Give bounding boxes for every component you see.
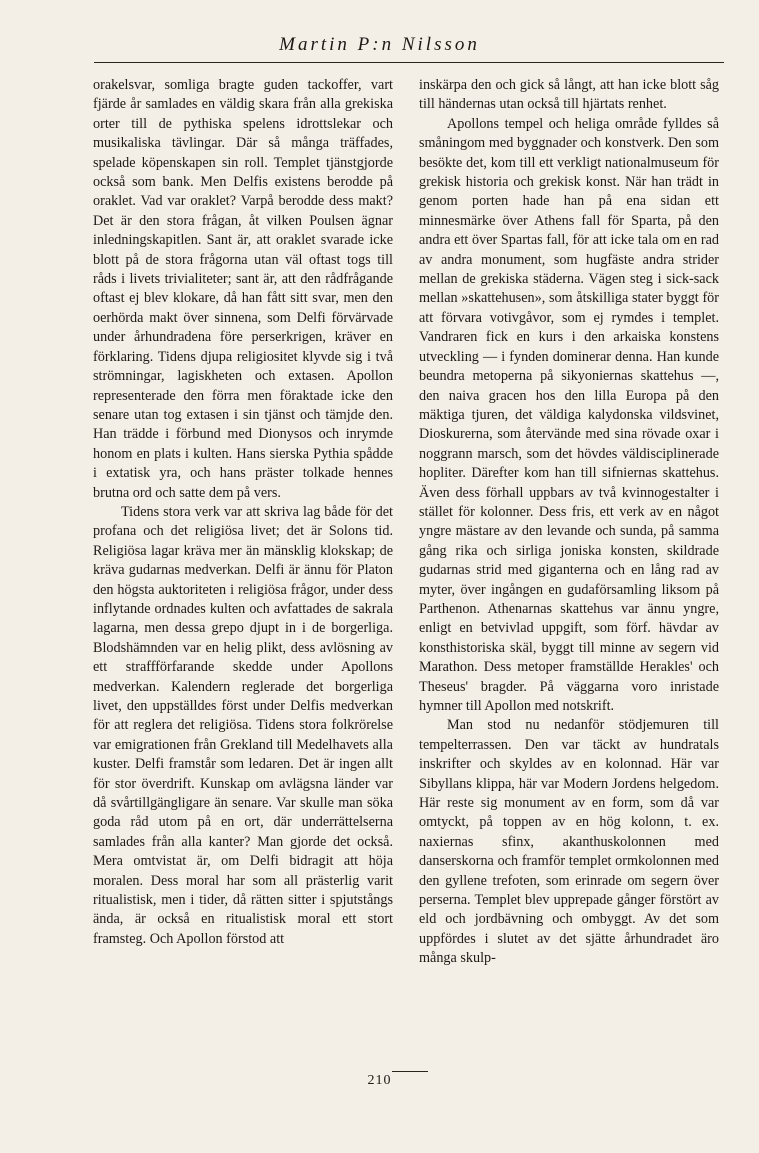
paragraph: inskärpa den och gick så långt, att han icke blott såg till händernas utan också till hjärtats renhet. — [419, 77, 719, 113]
paragraph: Apollons tempel och heliga område fylldes så småningom med byggnader och konstverk. Den som besökte det, kom till ett verkligt nationalmuseum för grekisk historia och grekisk konst. När han trädt in genom porten hade han på ena sidan ett minnesmärke över Athens fall för Sparta, på den andra ett över Spartas fall, för att icke tala om en rad av andra monument, som hugfäste andra strider mellan de grekiska städerna. Vägen steg i sick-sack mellan »skattehusen», som åtskilliga stater byggt för att förvara votivgåvor, som ej rymdes i templet. Vandraren fick en kurs i den arkaiska konstens utveckling — i fynden dominerar denna. Han kunde beundra metoperna på sikyoniernas skattehus —, den naiva gracen hos den lilla Europa på den mäktiga tjuren, det väldiga kalydonska vildsvinet, Dioskurerna, som återvände med sina rövade oxar i noggrann marsch, som det hövdes väldisciplinerade hopliter. Därefter kom han till sifniernas skattehus. Även dess förhall uppbars av två kvinnogestalter i stället för kolonner. Dess fris, ett verk av en något yngre mästare av den levande och sunda, på samma gång rika och sirliga joniska konsten, skildrade gudarnas strid med giganterna och en lång rad av myter, över ingången en gudaförsamling liksom på Parthenon. Athenarnas skattehus var ännu yngre, enligt en betvivlad uppgift, som förf. hävdar av konsthistoriska skäl, byggt till minne av segern vid Marathon. Dess metoper framställde Herakles' och Theseus' bragder. På väggarna voro inristade hymner till Apollon med notskrift. — [419, 115, 719, 714]
running-header: Martin P:n Nilsson — [279, 34, 480, 55]
paragraph: orakelsvar, somliga bragte guden tackoffer, vart fjärde år samlades en väldig skara från alla grekiska orter till de pythiska spelens idrottslekar och musikaliska tävlingar. Där så många träffades, spelade köpenskapen sin roll. Templet tjänstgjorde också som bank. Men Delfis existens berodde på oraklet. Vad var oraklet? Varpå berodde dess makt? Det är den stora frågan, åt vilken Poulsen ägnar inledningskapitlen. Sant är, att oraklet svarade icke blott på de stora frågorna utan väl oftast togs till råds i livets trivialiteter; sant är, att den rådfrågande oftast ej blev klokare, då han fått sitt svar, men den oerhörda makt över sinnena, som Delfi förvärvade under århundradena före perserkrigen, kräver en förklaring. Tidens djupa religiositet klyvde sig i två strömningar, lagiskheten och extasen. Apollon representerade den förra men föraktade icke den senare utan tog extasen i sin tjänst och tämjde den. Han trädde i förbund med Dionysos och inrymde honom en plats i kulten. Hans sierska Pythia spådde i extatisk yra, och hans präster tolkade hennes brutna ord och satte dem på vers. — [93, 77, 393, 501]
header-rule — [94, 62, 724, 63]
paragraph: Tidens stora verk var att skriva lag både för det profana och det religiösa livet; det är Solons tid. Religiösa lagar kräva mer än mänsklig klokskap; de kräva gudarnas medverkan. Delfi är ännu för Platon den högsta auktoriteten i religiösa frågor, under dess inflytande ordnades kulten och avfattades de sakrala lagarna, men dessa grepo djupt in i de borgerliga. Blodshämnden var en helig plikt, dess avlösning av ett straffförfarande skedde under Apollons medverkan. Kalendern reglerade det borgerliga livet, den uppställdes först under Delfis medverkan för att reglera det religiösa. Tidens stora folkrörelse var emigrationen från Grekland till Medelhavets alla kuster. Delfi framstår som ledaren. Det är ingen allt för stor överdrift. Kunskap om avlägsna länder var då svårtillgängligare än senare. Var skulle man söka goda råd utom på en ort, där underrättelserna samlades från alla kanter? Man gjorde det också. Mera omtvistat är, om Delfi bidragit att höja moralen. Dess moral har som all prästerlig varit ritualistisk, men i tider, då rätten sitter i spjutstångs ända, är också en ritualistisk moral ett stort framsteg. Och Apollon förstod att — [93, 503, 393, 947]
left-column — [93, 76, 393, 949]
footer-rule — [392, 1071, 428, 1072]
page-number: 210 — [367, 1073, 392, 1088]
right-column — [419, 76, 719, 969]
paragraph: Man stod nu nedanför stödjemuren till tempelterrassen. Den var täckt av hundratals inskrifter och skyldes av en kolonnad. Här var Sibyllans klippa, här var Modern Jordens helgedom. Här reste sig monument av en form, som då var omtyckt, på toppen av en hög kolonn, t. ex. naxiernas sfinx, akanthuskolonnen med danserskorna och framför templet ormkolonnen med den gyllene trefoten, som erinrade om segern över perserna. Templet blev upprepade gånger förstört av eld och jordbävning och ombyggt. Av det som uppfördes i slutet av det sjätte århundradet äro många skulp- — [419, 717, 719, 967]
